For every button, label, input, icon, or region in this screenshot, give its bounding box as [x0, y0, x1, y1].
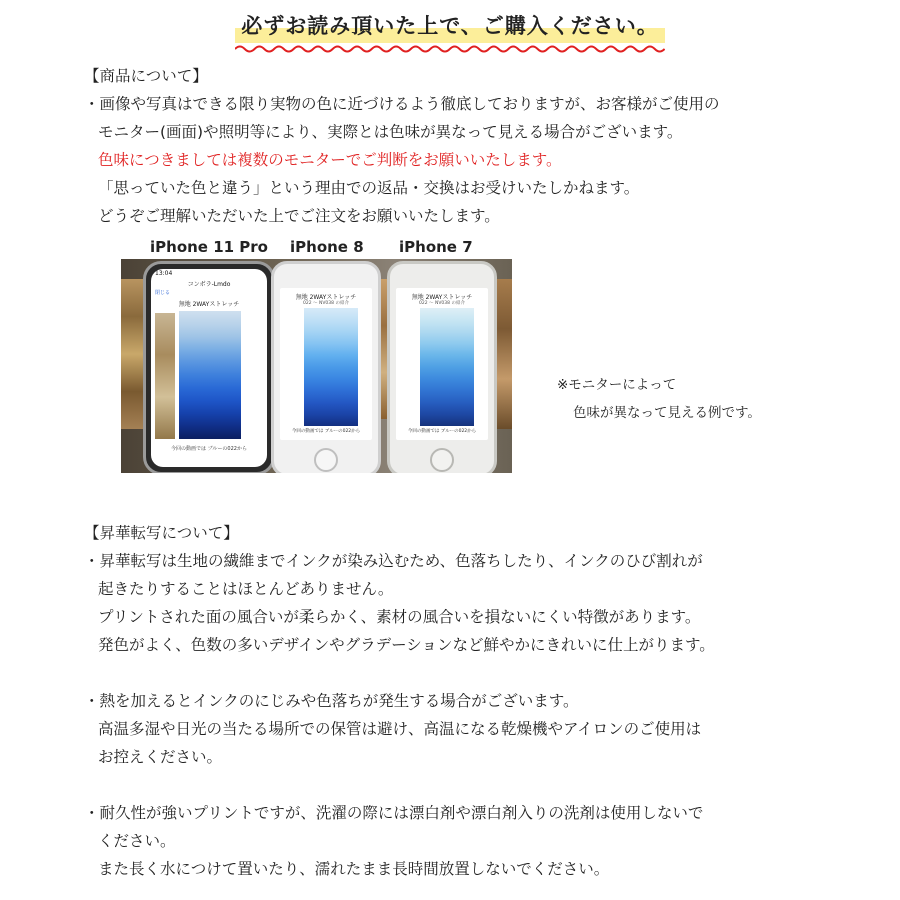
washing-line-3: また長く水につけて置いたり、濡れたまま長時間放置しないでください。 [98, 860, 610, 878]
screen-title: 無地 2WAYストレッチ [411, 294, 473, 301]
monitor-note-line-1: ※モニターによって [557, 377, 677, 393]
status-time: 13:04 [155, 270, 173, 277]
sublimation-line-2: 起きたりすることはほとんどありません。 [98, 580, 394, 598]
screen-iphone-11-pro [151, 269, 267, 467]
sublimation-line-4: 発色がよく、色数の多いデザインやグラデーションなど鮮やかにきれいに仕上がります。 [98, 636, 715, 654]
product-warning-line: 色味につきましては複数のモニターでご判断をお願いいたします。 [98, 151, 562, 169]
product-line-5: どうぞご理解いただいた上でご注文をお願いいたします。 [98, 207, 500, 225]
screen-caption: 今回の動画では ブルーの022から [171, 446, 247, 452]
photo-label-iphone-8: iPhone 8 [290, 238, 364, 256]
swatch-stack-7 [420, 308, 474, 426]
home-button-iphone-7 [430, 448, 454, 472]
wavy-underline [235, 44, 665, 54]
screen-title: 無地 2WAYストレッチ [295, 294, 357, 301]
heat-line-2: 高温多湿や日光の当たる場所での保管は避け、高温になる乾燥機やアイロンのご使用は [98, 720, 702, 738]
section-product-heading: 【商品について】 [84, 67, 208, 85]
screen-subtitle: 022 ～ NV038 の紹介 [303, 301, 349, 306]
section-sublimation-heading: 【昇華転写について】 [84, 524, 239, 542]
product-line-1: ・画像や写真はできる限り実物の色に近づけるよう徹底しておりますが、お客様がご使用の [84, 95, 720, 113]
app-title: コンボラ-Lmdo [187, 281, 231, 288]
photo-label-iphone-7: iPhone 7 [399, 238, 473, 256]
heat-line-1: ・熱を加えるとインクのにじみや色落ちが発生する場合がございます。 [84, 692, 579, 710]
phone-iphone-7 [387, 261, 497, 473]
page-title-text: 必ずお読み頂いた上で、ご購入ください。 [241, 14, 659, 38]
sublimation-line-1: ・昇華転写は生地の繊維までインクが染み込むため、色落ちしたり、インクのひび割れが [84, 552, 703, 570]
product-line-4: 「思っていた色と違う」という理由での返品・交換はお受けいたしかねます。 [98, 179, 640, 197]
product-line-2: モニター(画面)や照明等により、実際とは色味が異なって見える場合がございます。 [98, 123, 683, 141]
swatch-stack-8 [304, 308, 358, 426]
screen-caption: 今回の動画では ブルーの022から [291, 429, 361, 434]
heat-line-3: お控えください。 [98, 748, 223, 766]
fabric-strips-left [121, 279, 143, 429]
screen-iphone-7 [396, 288, 488, 440]
washing-line-1: ・耐久性が強いプリントですが、洗濯の際には漂白剤や漂白剤入りの洗剤は使用しないで [84, 804, 704, 822]
phone-iphone-11-pro [143, 261, 275, 473]
screen-subtitle: 022 ～ NV038 の紹介 [419, 301, 465, 306]
washing-line-2: ください。 [98, 832, 176, 850]
page-title [235, 6, 665, 48]
screen-iphone-8 [280, 288, 372, 440]
back-link: 閉じる [155, 290, 171, 296]
phone-iphone-8 [271, 261, 381, 473]
screen-caption: 今回の動画では ブルーの022から [407, 429, 477, 434]
title-container [0, 6, 900, 48]
photo-label-iphone-11-pro: iPhone 11 Pro [150, 238, 268, 256]
side-swatches [155, 313, 175, 439]
home-button-iphone-8 [314, 448, 338, 472]
phone-comparison-photo [121, 259, 512, 473]
screen-title: 無地 2WAYストレッチ [178, 301, 240, 308]
sublimation-line-3: プリントされた面の風合いが柔らかく、素材の風合いを損ないにくい特徴があります。 [98, 608, 701, 626]
monitor-note-line-2: 色味が異なって見える例です。 [573, 405, 761, 421]
swatch-stack-11-pro [179, 311, 241, 439]
